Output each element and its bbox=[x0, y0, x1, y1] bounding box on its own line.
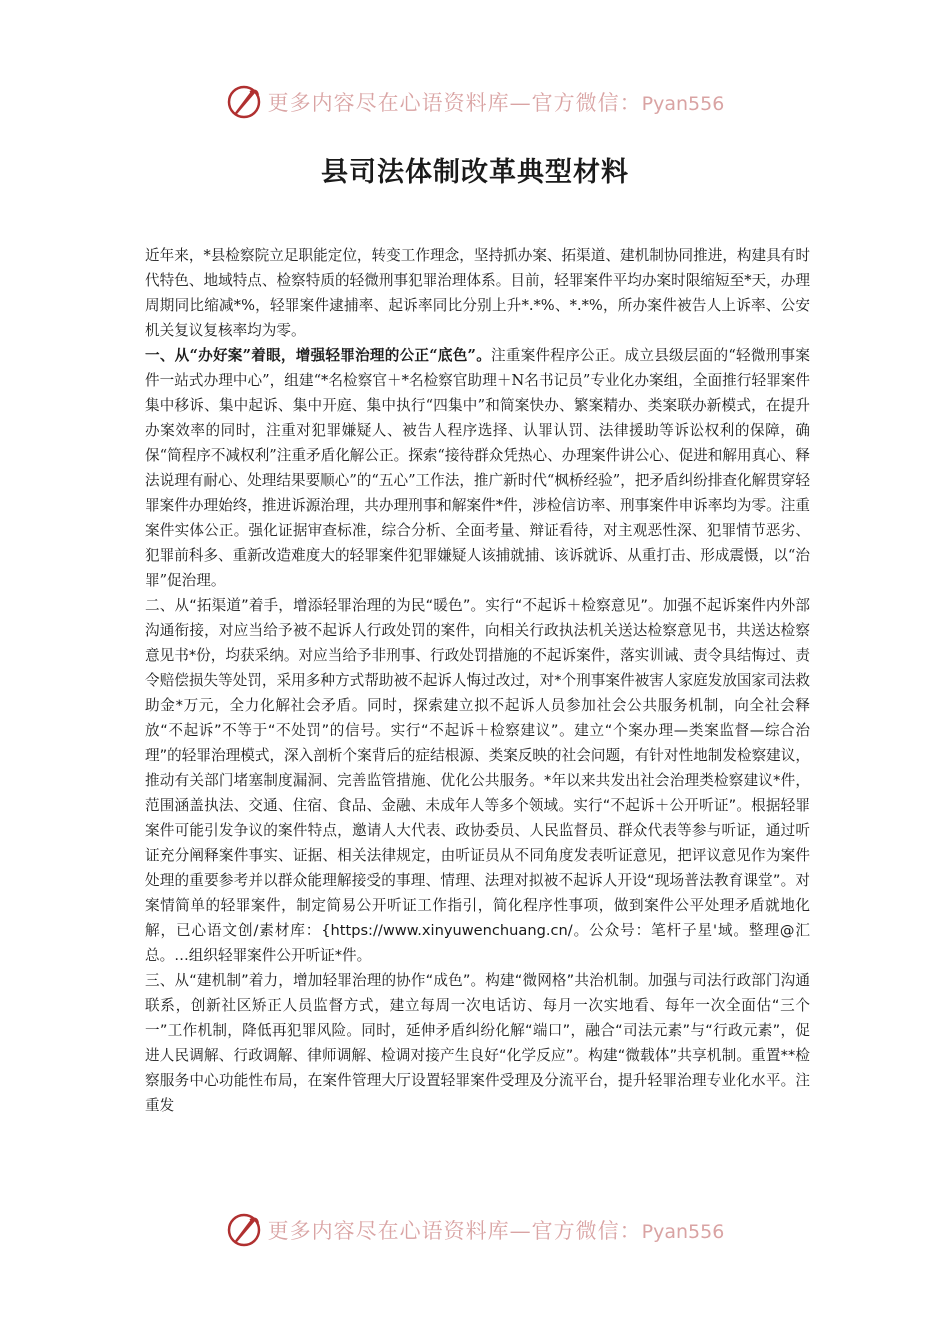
quill-pen-logo-icon bbox=[226, 1212, 262, 1248]
quill-pen-logo-icon bbox=[226, 84, 262, 120]
footer-banner bbox=[0, 1210, 950, 1250]
section-1-body: 注重案件程序公正。成立县级层面的“轻微刑事案件一站式办理中心”，组建“*名检察官＋*名检察官助理＋N名书记员”专业化办案组，全面推行轻罪案件集中移诉、集中起诉、集中开庭、集中执行“四集中”和简案快办、繁案精办、类案联办新模式，在提升办案效率的同时，注重对犯罪嫌疑人、被告人程序选择、认罪认罚、法律援助等诉讼权利的保障，确保“简程序不减权利”注重矛盾化解公正。探索“接待群众凭热心、办理案件讲公心、促进和解用真心、释法说理有耐心、处理结果要顺心”的“五心”工作法，推广新时代“枫桥经验”，把矛盾纠纷排查化解贯穿轻罪案件办理始终，推进诉源治理，共办理刑事和解案件*件，涉检信访率、刑事案件申诉率均为零。注重案件实体公正。强化证据审查标准，综合分析、全面考量、辩证看待，对主观恶性深、犯罪情节恶劣、犯罪前科多、重新改造难度大的轻罪案件犯罪嫌疑人该捕就捕、该诉就诉、从重打击、形成震慑，以“治罪”促治理。 bbox=[145, 347, 810, 589]
section-2-body: 实行“不起诉＋检察意见”。加强不起诉案件内外部沟通衔接，对应当给予被不起诉人行政处罚的案件，向相关行政执法机关送达检察意见书，共送达检察意见书*份，均获采纳。对应当给予非刑事、行政处罚措施的不起诉案件，落实训诫、责令具结悔过、责令赔偿损失等处罚，采用多种方式帮助被不起诉人悔过改过，对*个刑事案件被害人家庭发放国家司法救助金*万元，全力化解社会矛盾。同时，探索建立拟不起诉人员参加社会公共服务机制，向全社会释放“不起诉”不等于“不处罚”的信号。实行“不起诉＋检察建议”。建立“个案办理—类案监督—综合治理”的轻罪治理模式，深入剖析个案背后的症结根源、类案反映的社会问题，有针对性地制发检察建议，推动有关部门堵塞制度漏洞、完善监管措施、优化公共服务。*年以来共发出社会治理类检察建议*件，范围涵盖执法、交通、住宿、食品、金融、未成年人等多个领域。实行“不起诉＋公开听证”。根据轻罪案件可能引发争议的案件特点，邀请人大代表、政协委员、人民监督员、群众代表等参与听证，通过听证充分阐释案件事实、证据、相关法律规定，由听证员从不同角度发表听证意见，把评议意见作为案件处理的重要参考并以群众能理解接受的事理、情理、法理对拟被不起诉人开设“现场普法教育课堂”。对案情简单的轻罪案件，制定简易公开听证工作指引，简化程序性事项，做到案件公平处理矛盾就地化解，已心语文创/素材库：{https://www.xinyuwenchuang.cn/。公众号：笔杆子星'域。整理@汇总。…组织轻罪案件公开听证*件。 bbox=[145, 597, 811, 964]
header-banner bbox=[0, 82, 950, 122]
section-1 bbox=[145, 343, 810, 593]
footer-banner-text: 更多内容尽在心语资料库—官方微信：Pyan556 bbox=[267, 1219, 725, 1243]
intro-paragraph: 近年来，*县检察院立足职能定位，转变工作理念，坚持抓办案、拓渠道、建机制协同推进，构建具有时代特色、地域特点、检察特质的轻微刑事犯罪治理体系。目前，轻罪案件平均办案时限缩短至*天，办理周期同比缩减*%，轻罪案件逮捕率、起诉率同比分别上升*.*%、*.*%，所办案件被告人上诉率、公安机关复议复核率均为零。 bbox=[145, 247, 810, 339]
section-2-heading: 二、从“拓渠道”着手，增添轻罪治理的为民“暖色”。 bbox=[145, 597, 486, 614]
document-body bbox=[145, 243, 810, 1118]
section-3-body: 构建“微网格”共治机制。加强与司法行政部门沟通联系，创新社区矫正人员监督方式，建立每周一次电话访、每月一次实地看、每年一次全面估“三个一”工作机制，降低再犯罪风险。同时，延伸矛盾纠纷化解“端口”，融合“司法元素”与“行政元素”，促进人民调解、行政调解、律师调解、检调对接产生良好“化学反应”。构建“微载体”共享机制。重置**检察服务中心功能性布局，在案件管理大厅设置轻罪案件受理及分流平台，提升轻罪治理专业化水平。注重发 bbox=[145, 972, 811, 1114]
section-2 bbox=[145, 593, 810, 968]
header-banner-text: 更多内容尽在心语资料库—官方微信：Pyan556 bbox=[267, 91, 725, 115]
section-1-heading: 一、从“办好案”着眼，增强轻罪治理的公正“底色”。 bbox=[145, 347, 492, 364]
section-3-heading: 三、从“建机制”着力，增加轻罪治理的协作“成色”。 bbox=[145, 972, 486, 989]
section-3 bbox=[145, 968, 810, 1118]
document-title: 县司法体制改革典型材料 bbox=[321, 157, 629, 188]
